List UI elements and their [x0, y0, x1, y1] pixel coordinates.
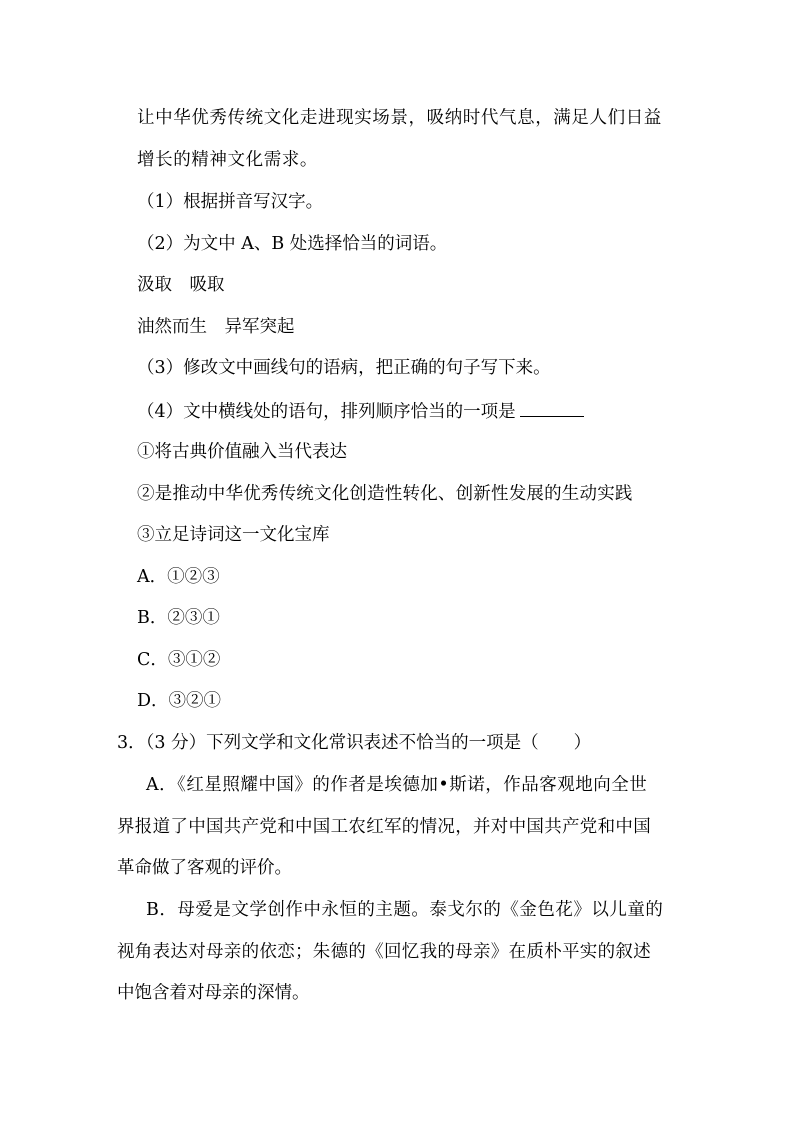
answer-blank [520, 398, 584, 417]
option-a-label: A． [137, 567, 168, 587]
q3-option-b-line-3: 中饱含着对母亲的深情。 [117, 983, 310, 1003]
option-c [137, 648, 220, 672]
sentence-item-3: ③立足诗词这一文化宝库 [137, 525, 330, 545]
option-b [137, 606, 220, 630]
option-b-value: ②③① [167, 608, 220, 628]
q3-option-a-line-1: A．《红星照耀中国》的作者是埃德加•斯诺，作品客观地向全世 [146, 775, 648, 795]
option-d-value: ③②① [168, 691, 222, 711]
subquestion-4-text: （4）文中横线处的语句，排列顺序恰当的一项是 [137, 402, 516, 422]
subquestion-4 [137, 398, 584, 424]
subquestion-3: （3）修改文中画线句的语病，把正确的句子写下来。 [137, 358, 551, 378]
subquestion-1: （1）根据拼音写汉字。 [137, 192, 324, 212]
word-choice-a: 汲取 吸取 [137, 275, 225, 295]
option-a-value: ①②③ [167, 567, 220, 587]
sentence-item-2: ②是推动中华优秀传统文化创造性转化、创新性发展的生动实践 [137, 484, 633, 504]
option-d-label: D． [137, 691, 169, 711]
q3-option-a-line-3: 革命做了客观的评价。 [117, 858, 292, 878]
option-b-label: B． [137, 608, 168, 628]
sentence-item-1: ①将古典价值融入当代表达 [137, 442, 347, 462]
subquestion-2: （2）为文中 A、B 处选择恰当的词语。 [137, 234, 448, 254]
option-c-label: C． [137, 650, 168, 670]
passage-line-1: 让中华优秀传统文化走进现实场景，吸纳时代气息，满足人们日益 [137, 108, 662, 128]
word-choice-b: 油然而生 异军突起 [137, 317, 295, 337]
option-d [137, 689, 221, 713]
q3-option-a-line-2: 界报道了中国共产党和中国工农红军的情况，并对中国共产党和中国 [117, 817, 651, 837]
question-3-stem: 3．（3 分）下列文学和文化常识表述不恰当的一项是（ ） [117, 733, 592, 753]
option-c-value: ③①② [167, 650, 221, 670]
passage-line-2: 增长的精神文化需求。 [137, 150, 318, 170]
option-a [137, 565, 220, 589]
q3-option-b-line-2: 视角表达对母亲的依恋；朱德的《回忆我的母亲》在质朴平实的叙述 [117, 942, 651, 962]
q3-option-b-line-1: B．母爱是文学创作中永恒的主题。泰戈尔的《金色花》以儿童的 [146, 900, 664, 920]
